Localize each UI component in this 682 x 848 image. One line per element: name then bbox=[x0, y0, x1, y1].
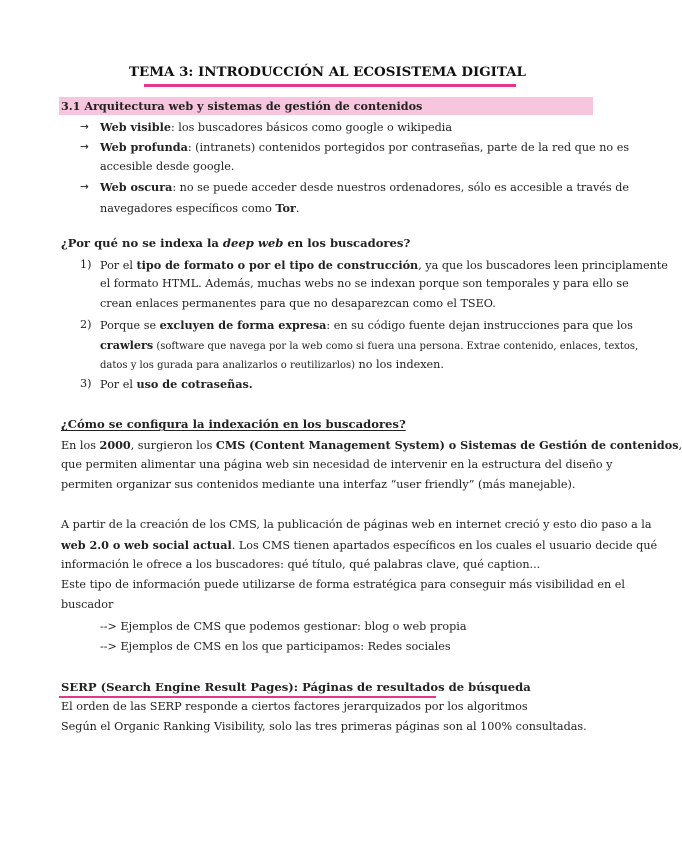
list-item-continuation: el formato HTML. Además, muchas webs no se indexan porque son temporales y para ello se bbox=[100, 277, 629, 290]
definition: : los buscadores básicos como google o wikipedia bbox=[170, 121, 453, 134]
section-heading-deep-web: ¿Por qué no se indexa la deep web en los buscadores? bbox=[61, 236, 411, 250]
term: Web visible bbox=[100, 120, 171, 134]
serp-heading-underline bbox=[59, 696, 436, 698]
example-line: --> Ejemplos de CMS que podemos gestionar: blog o web propia bbox=[100, 620, 467, 633]
list-item-continuation: crean enlaces permanentes para que no desaparezcan como el TSEO. bbox=[100, 297, 496, 310]
paragraph-line: que permiten alimentar una página web sin necesidad de intervenir en la estructura del diseño y bbox=[61, 458, 613, 471]
list-item bbox=[100, 180, 629, 194]
paragraph-line: Este tipo de información puede utilizarse de forma estratégica para conseguir más visibilidad en el bbox=[61, 578, 625, 591]
list-item: Por el uso de cotraseñas. bbox=[100, 377, 253, 391]
paragraph-line: Según el Organic Ranking Visibility, solo las tres primeras páginas son al 100% consultadas. bbox=[61, 720, 587, 733]
arrow-bullet-icon: → bbox=[80, 141, 89, 153]
paragraph-line: A partir de la creación de los CMS, la publicación de páginas web en internet creció y esto dio paso a la bbox=[61, 518, 652, 531]
paragraph-line: En los 2000, surgieron los CMS (Content Management System) o Sistemas de Gestión de contenidos, bbox=[61, 438, 682, 452]
paragraph-line: buscador bbox=[61, 598, 114, 611]
list-number: 3) bbox=[80, 377, 92, 390]
paragraph-line: información le ofrece a los buscadores: qué título, qué palabras clave, qué caption... bbox=[61, 558, 541, 571]
paragraph-line: El orden de las SERP responde a ciertos factores jerarquizados por los algoritmos bbox=[61, 700, 528, 713]
section-heading-3-1: 3.1 Arquitectura web y sistemas de gestión de contenidos bbox=[61, 99, 423, 113]
page-title: TEMA 3: INTRODUCCIÓN AL ECOSISTEMA DIGITAL bbox=[129, 64, 526, 80]
list-number: 1) bbox=[80, 258, 92, 271]
list-item-continuation: accesible desde google. bbox=[100, 160, 235, 173]
list-item-continuation: datos y los gurada para analizarlos o reutilizarlos) no los indexen. bbox=[100, 358, 444, 371]
title-underline bbox=[144, 84, 516, 87]
term: Web oscura bbox=[100, 180, 173, 194]
tor-term: Tor bbox=[275, 201, 296, 215]
section-heading-serp: SERP (Search Engine Result Pages): Páginas de resultados de búsqueda bbox=[61, 680, 531, 694]
arrow-bullet-icon: → bbox=[80, 181, 89, 193]
list-item-continuation: navegadores específicos como Tor. bbox=[100, 201, 300, 215]
example-line: --> Ejemplos de CMS en los que participamos: Redes sociales bbox=[100, 640, 451, 653]
definition: : (intranets) contenidos portegidos por contraseñas, parte de la red que no es bbox=[187, 141, 630, 154]
list-item bbox=[100, 120, 452, 134]
definition: : no se puede acceder desde nuestros ordenadores, sólo es accesible a través de bbox=[172, 181, 629, 194]
list-item bbox=[100, 140, 629, 154]
paragraph-line: web 2.0 o web social actual. Los CMS tienen apartados específicos en los cuales el usuario decide qué bbox=[61, 538, 658, 552]
crawlers-term: crawlers bbox=[100, 338, 154, 352]
paragraph-line: permiten organizar sus contenidos mediante una interfaz “user friendly” (más manejable). bbox=[61, 478, 576, 491]
list-number: 2) bbox=[80, 318, 92, 331]
arrow-bullet-icon: → bbox=[80, 121, 89, 133]
list-item: Porque se excluyen de forma expresa: en su código fuente dejan instrucciones para que los bbox=[100, 318, 633, 332]
term: Web profunda bbox=[100, 140, 188, 154]
section-heading-indexacion: ¿Cómo se configura la indexación en los buscadores? bbox=[61, 417, 406, 431]
list-item: Por el tipo de formato o por el tipo de construcción, ya que los buscadores leen principlamente bbox=[100, 258, 668, 272]
list-item-continuation: crawlers (software que navega por la web como si fuera una persona. Extrae contenido, enlaces, textos, bbox=[100, 338, 639, 352]
